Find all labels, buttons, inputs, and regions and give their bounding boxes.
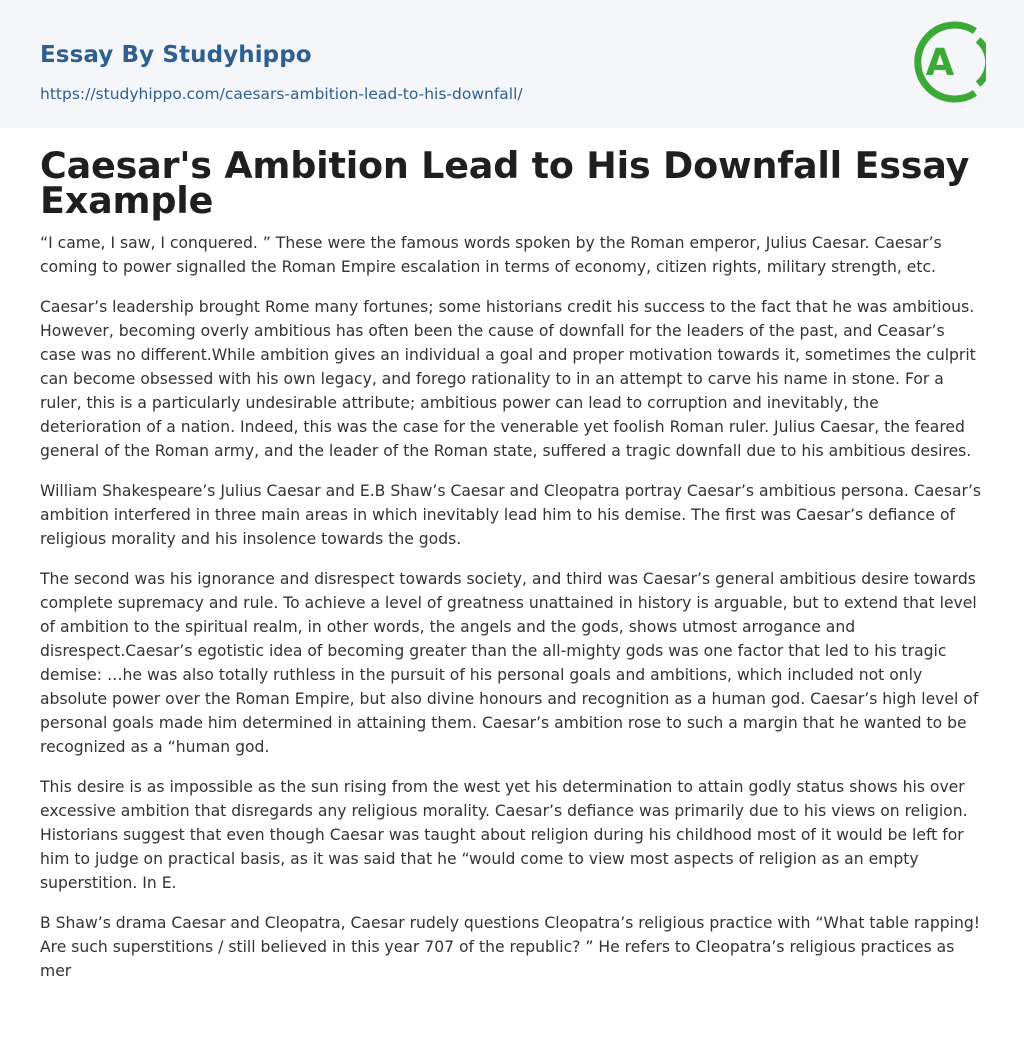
source-url-link[interactable]: https://studyhippo.com/caesars-ambition-lead-to-his-downfall/: [40, 85, 523, 103]
paragraph: This desire is as impossible as the sun rising from the west yet his determination to attain godly status shows his over excessive ambition that disregards any religious morality. Caesar’s defiance was primarily due to his views on religion. Historians suggest that even though Caesar was taught about religion during his childhood most of it would be left for him to judge on practical basis, as it was said that he “would come to view most aspects of religion as an empty superstition. In E.: [40, 778, 968, 892]
site-header: [0, 0, 1024, 128]
studyhippo-logo-icon[interactable]: [912, 20, 986, 104]
paragraph: “I came, I saw, I conquered. ” These were the famous words spoken by the Roman emperor, Julius Caesar. Caesar’s coming to power signalled the Roman Empire escalation in terms of economy, citizen rights, military strength, etc.: [40, 234, 942, 276]
brand-title[interactable]: Essay By Studyhippo: [40, 42, 312, 68]
paragraph: Caesar’s leadership brought Rome many fortunes; some historians credit his success to the fact that he was ambitious. However, becoming overly ambitious has often been the cause of downfall for the leaders of the past, and Ceasar’s case was no different.While ambition gives an individual a goal and proper motivation towards it, sometimes the culprit can become obsessed with his own legacy, and forego rationality to in an attempt to carve his name in stone. For a ruler, this is a particularly undesirable attribute; ambitious power can lead to corruption and inevitably, the deterioration of a nation. Indeed, this was the case for the venerable yet foolish Roman ruler. Julius Caesar, the feared general of the Roman army, and the leader of the Roman state, suffered a tragic downfall due to his ambitious desires.: [40, 298, 976, 460]
article-title: Caesar's Ambition Lead to His Downfall Essay Example: [40, 144, 970, 222]
paragraph: William Shakespeare’s Julius Caesar and E.B Shaw’s Caesar and Cleopatra portray Caesar’s ambitious persona. Caesar’s ambition interfered in three main areas in which inevitably lead him to his demise. The first was Caesar’s defiance of religious morality and his insolence towards the gods.: [40, 482, 982, 548]
logo-letter: A: [925, 41, 955, 84]
article-content: [0, 144, 1024, 983]
paragraph: The second was his ignorance and disrespect towards society, and third was Caesar’s general ambitious desire towards complete supremacy and rule. To achieve a level of greatness unattained in history is arguable, but to extend that level of ambition to the spiritual realm, in other words, the angels and the gods, shows utmost arrogance and disrespect.Caesar’s egotistic idea of becoming greater than the all-mighty gods was one factor that led to his tragic demise: …he was also totally ruthless in the pursuit of his personal goals and ambitions, which included not only absolute power over the Roman Empire, but also divine honours and recognition as a human god. Caesar’s high level of personal goals made him determined in attaining them. Caesar’s ambition rose to such a margin that he wanted to be recognized as a “human god.: [40, 570, 979, 756]
paragraph: B Shaw’s drama Caesar and Cleopatra, Caesar rudely questions Cleopatra’s religious practice with “What table rapping! Are such superstitions / still believed in this year 707 of the republic? ” He refers to Cleopatra’s religious practices as mer: [40, 914, 981, 980]
